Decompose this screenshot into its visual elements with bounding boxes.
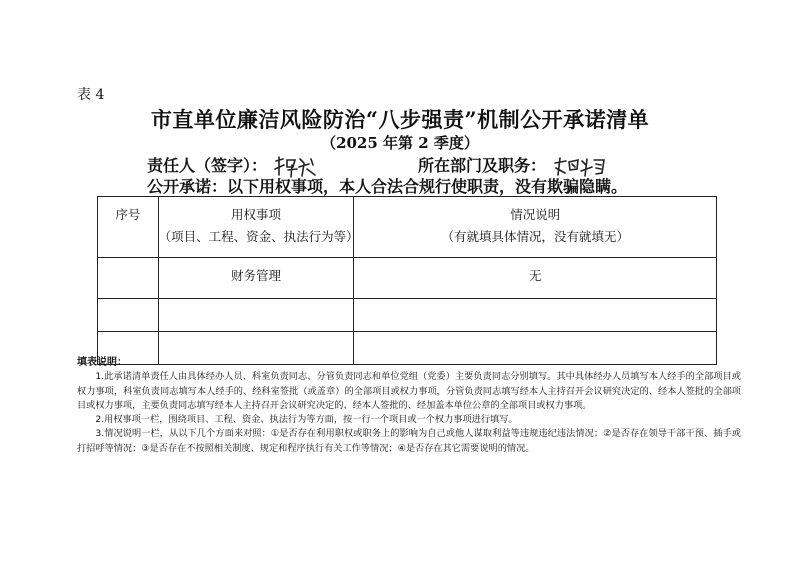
header-serial-number: 序号 [98,197,159,258]
document-title: 市直单位廉洁风险防治“八步强责”机制公开承诺清单 [150,107,650,132]
table-row [98,258,717,299]
responsible-person-label: 责任人（签字）： [147,156,268,175]
commitment-table [97,196,717,365]
table-number-label: 表 4 [77,87,105,103]
header-situation [354,197,717,258]
row-power-item: 财务管理 [158,258,354,299]
instruction-item-1: 1.此承诺清单责任人由具体经办人员、科室负责同志、分管负责同志和单位党组（党委）主要负责同志分别填写。其中具体经办人员填写本人经手的全部项目或权力事项，科室负责同志填写本人经手的、经科室签批（或盖章）的全部项目或权力事项，分管负责同志填写经本人主持召开会议研究决定的、经本人签批的全部项目或权力事项，主要负责同志填写经本人主持召开会议研究决定的、经本人签批的、经加盖本单位公章的全部项目或权力事项。 [77,371,741,411]
instructions-heading: 填表说明： [77,357,127,368]
instruction-item-3: 3.情况说明一栏，从以下几个方面来对照：①是否存在利用职权或职务上的影响为自己或他人谋取利益等违规违纪违法情况；②是否存在领导干部干预、插手或打招呼等情况；③是否存在不按照相关制度、规定和程序执行有关工作等情况；④是否存在其它需要说明的情况。 [77,428,741,454]
header-power-item [158,197,359,258]
public-promise-statement: 公开承诺：以下用权事项，本人合法合规行使职责，没有欺骗隐瞒。 [147,177,628,196]
header-situation-note: （有就填具体情况，没有就填无） [441,229,629,244]
instruction-item-2: 2.用权事项一栏，围绕项目、工程、资金、执法行为等方面，按一行一个项目或一个权力事项进行填写。 [95,414,518,426]
row-situation [354,299,717,332]
row-power-item [158,299,354,332]
table-header-row [98,197,717,258]
department-position-label: 所在部门及职务： [418,156,547,175]
table-row [98,299,717,332]
filling-instructions [77,356,741,456]
row-serial-number [98,299,159,332]
header-situation-title: 情况说明 [510,207,561,222]
header-power-item-note: （项目、工程、资金、执法行为等） [158,229,359,244]
document-subtitle: （2025 年第 2 季度） [321,134,479,152]
header-power-item-title: 用权事项 [231,207,282,222]
row-serial-number [98,258,159,299]
row-situation: 无 [354,258,717,299]
